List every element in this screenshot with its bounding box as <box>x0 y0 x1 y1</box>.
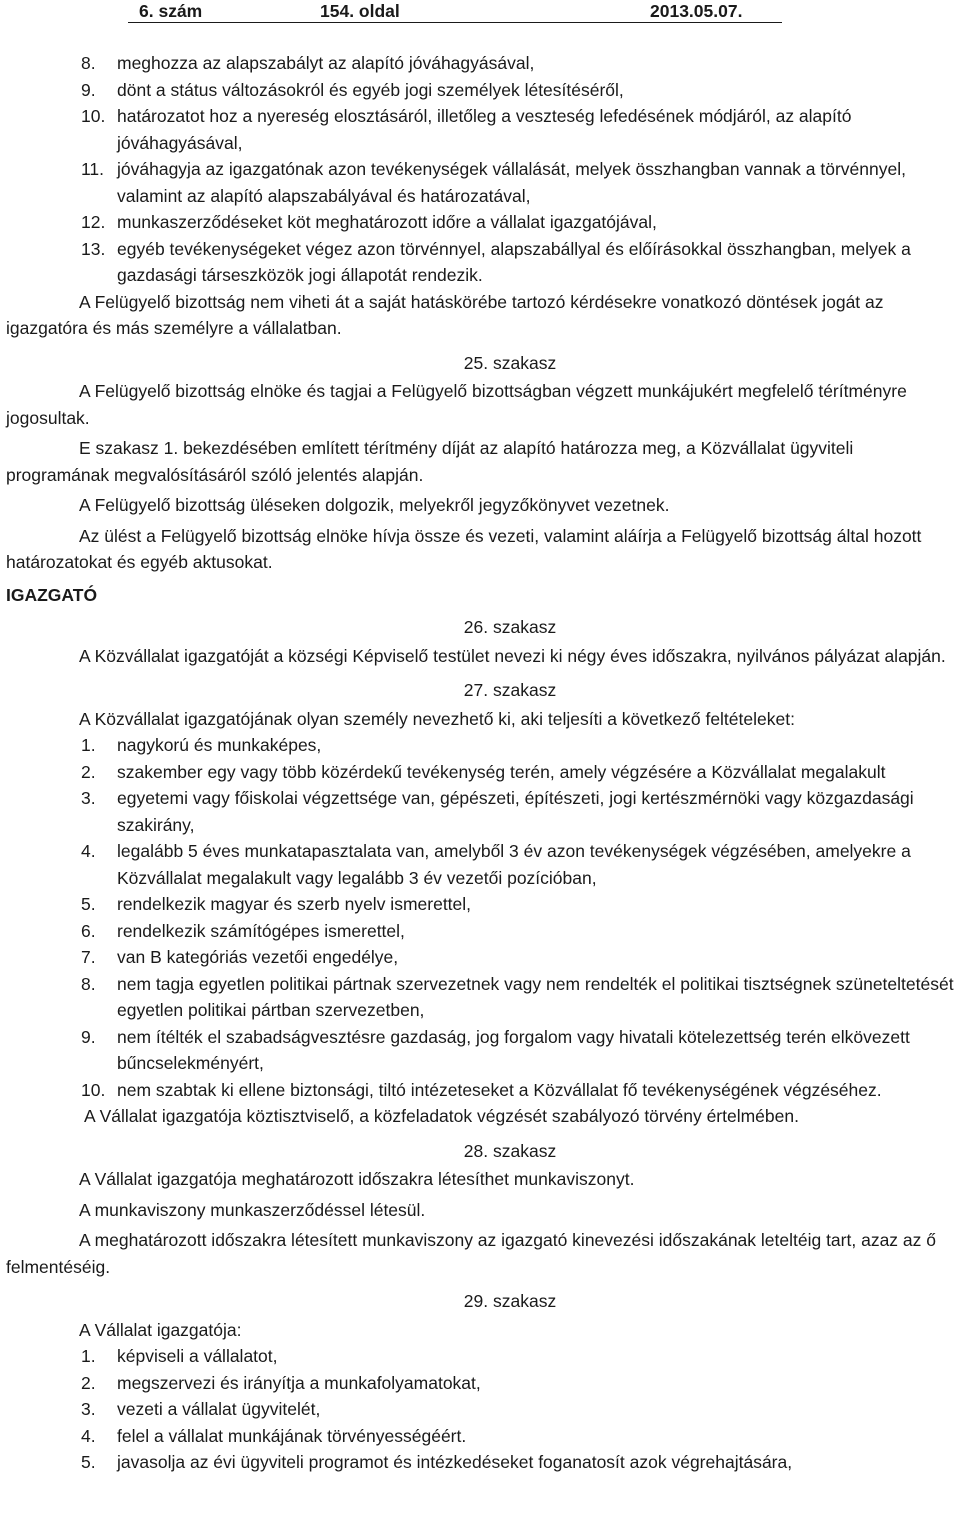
list-item <box>6 944 958 971</box>
paragraph: A Vállalat igazgatója köztisztviselő, a közfeladatok végzését szabályozó törvény értelmében. <box>84 1106 799 1126</box>
paragraph: A munkaviszony munkaszerződéssel létesül. <box>79 1199 426 1220</box>
list-item-number: 5. <box>81 894 96 914</box>
list-item-number: 9. <box>81 79 96 100</box>
list-item <box>6 50 958 77</box>
list-item <box>6 1370 958 1397</box>
list-item-text: nem tagja egyetlen politikai pártnak szervezetnek vagy nem rendelték el politikai tisztségnek szüneteltetését egyetlen politikai pártban szervezetben, <box>117 973 954 1020</box>
paragraph: A Felügyelő bizottság üléseken dolgozik, melyekről jegyzőkönyvet vezetnek. <box>79 495 670 515</box>
document-body <box>6 50 958 1476</box>
list-item-text: képviseli a vállalatot, <box>117 1346 278 1366</box>
issue-number: 6. szám <box>139 1 203 21</box>
chapter-heading: IGAZGATÓ <box>6 584 98 605</box>
director-duties-list <box>6 1343 958 1476</box>
list-item-text: megszervezi és irányítja a munkafolyamatokat, <box>117 1372 481 1393</box>
list-item-number: 1. <box>81 735 96 755</box>
list-item-text: felel a vállalat munkájának törvényességéért. <box>117 1425 467 1446</box>
list-item <box>6 236 958 289</box>
list-item-text: legalább 5 éves munkatapasztalata van, amelyből 3 év azon tevékenységek végzésében, amelyekre a Közvállalat megalakult vagy legalább 3 év vezetői pozícióban, <box>117 841 911 888</box>
list-item-number: 2. <box>81 1372 96 1393</box>
list-item <box>6 785 958 838</box>
list-item <box>6 209 958 236</box>
page-header <box>0 0 960 24</box>
list-item-number: 10. <box>81 1079 106 1100</box>
list-item-number: 3. <box>81 788 96 808</box>
list-item-text: egyetemi vagy főiskolai végzettsége van, gépészeti, építészeti, jogi kertészmérnöki vagy közgazdasági szakirány, <box>117 788 914 835</box>
list-item <box>6 1077 958 1104</box>
list-item <box>6 759 958 786</box>
list-item-text: nagykorú és munkaképes, <box>117 735 322 755</box>
list-item-number: 8. <box>81 973 96 994</box>
header-rule <box>128 22 782 23</box>
list-item <box>6 103 958 156</box>
list-item-text: dönt a státus változásokról és egyéb jogi személyek létesítéséről, <box>117 79 624 100</box>
list-item-text: egyéb tevékenységeket végez azon törvénnyel, alapszabállyal és előírásokkal összhangban, melyek a gazdasági társeszközök jogi állapotát rendezik. <box>117 238 911 285</box>
list-item-text: nem szabtak ki ellene biztonsági, tiltó intézeteseket a Közvállalat fő tevékenységének végzéséhez. <box>117 1079 882 1100</box>
paragraph: A meghatározott időszakra létesített munkaviszony az igazgató kinevezési időszakának leteltéig tart, azaz az ő felmentéséig. <box>6 1230 936 1277</box>
list-item <box>6 918 958 945</box>
paragraph: A Felügyelő bizottság elnöke és tagjai a Felügyelő bizottságban végzett munkájukért megfelelő térítményre jogosultak. <box>6 381 907 428</box>
list-item-text: munkaszerződéseket köt meghatározott időre a vállalat igazgatójával, <box>117 212 657 232</box>
list-item <box>6 732 958 759</box>
list-item-number: 9. <box>81 1026 96 1047</box>
list-item-text: van B kategóriás vezetői engedélye, <box>117 947 399 967</box>
list-item-text: szakember egy vagy több közérdekű tevékenység terén, amely végzésére a Közvállalat megalakult <box>117 761 886 782</box>
issue-date: 2013.05.07. <box>650 1 743 21</box>
list-item-text: jóváhagyja az igazgatónak azon tevékenységek vállalását, melyek összhangban vannak a törvénnyel, valamint az alapító alapszabályával és határozatával, <box>117 159 906 206</box>
list-item-number: 4. <box>81 1425 96 1446</box>
list-item <box>6 1396 958 1423</box>
paragraph: A Közvállalat igazgatóját a községi Képviselő testület nevezi ki négy éves időszakra, nyilvános pályázat alapján. <box>79 645 946 666</box>
page-number: 154. oldal <box>320 1 400 21</box>
list-item-number: 2. <box>81 761 96 782</box>
list-item-text: határozatot hoz a nyereség elosztásáról, illetőleg a veszteség lefedésének módjáról, az alapító jóváhagyásával, <box>117 106 852 153</box>
powers-list <box>6 50 958 289</box>
list-item-number: 7. <box>81 947 96 967</box>
paragraph: Az ülést a Felügyelő bizottság elnöke hívja össze és vezeti, valamint aláírja a Felügyelő bizottság által hozott határozatokat és egyéb aktusokat. <box>6 525 922 572</box>
list-item-number: 13. <box>81 238 106 259</box>
list-item-text: meghozza az alapszabályt az alapító jóváhagyásával, <box>117 53 535 73</box>
conditions-list <box>6 732 958 1103</box>
list-item-number: 5. <box>81 1452 96 1472</box>
list-item-number: 1. <box>81 1346 96 1366</box>
section-heading-28: 28. szakasz <box>463 1140 557 1161</box>
list-item-number: 12. <box>81 212 106 232</box>
list-item <box>6 1449 958 1476</box>
list-item-number: 11. <box>81 159 105 179</box>
list-item-number: 3. <box>81 1399 96 1419</box>
list-item <box>6 156 958 209</box>
list-item-text: rendelkezik magyar és szerb nyelv ismerettel, <box>117 894 472 914</box>
list-item <box>6 838 958 891</box>
list-item-number: 8. <box>81 53 96 73</box>
section-heading-29: 29. szakasz <box>463 1291 557 1311</box>
list-item <box>6 77 958 104</box>
paragraph: E szakasz 1. bekezdésében említett térítmény díját az alapító határozza meg, a Közvállalat ügyviteli programának megvalósításáról szóló jelentés alapján. <box>6 438 854 485</box>
list-item-text: javasolja az évi ügyviteli programot és intézkedéseket foganatosít azok végrehajtására, <box>117 1452 793 1472</box>
list-item <box>6 971 958 1024</box>
list-item-number: 6. <box>81 920 96 941</box>
list-item-text: rendelkezik számítógépes ismerettel, <box>117 920 405 941</box>
section-heading-25: 25. szakasz <box>463 352 557 373</box>
list-item <box>6 891 958 918</box>
section-heading-26: 26. szakasz <box>463 617 557 637</box>
section-heading-27: 27. szakasz <box>463 680 557 700</box>
paragraph: A Vállalat igazgatója meghatározott időszakra létesíthet munkaviszonyt. <box>79 1169 635 1189</box>
paragraph: A Vállalat igazgatója: <box>79 1319 242 1340</box>
paragraph: A Közvállalat igazgatójának olyan személy nevezhető ki, aki teljesíti a következő feltételeket: <box>79 708 795 729</box>
list-item <box>6 1423 958 1450</box>
list-item <box>6 1343 958 1370</box>
paragraph: A Felügyelő bizottság nem viheti át a saját hatáskörébe tartozó kérdésekre vonatkozó döntések jogát az igazgatóra és más személyre a vállalatban. <box>6 291 884 338</box>
list-item <box>6 1024 958 1077</box>
list-item-number: 4. <box>81 841 96 861</box>
list-item-text: vezeti a vállalat ügyvitelét, <box>117 1399 321 1419</box>
list-item-number: 10. <box>81 106 106 126</box>
list-item-text: nem ítélték el szabadságvesztésre gazdaság, jog forgalom vagy hivatali kötelezettség terén elkövezett bűncselekményért, <box>117 1026 910 1073</box>
